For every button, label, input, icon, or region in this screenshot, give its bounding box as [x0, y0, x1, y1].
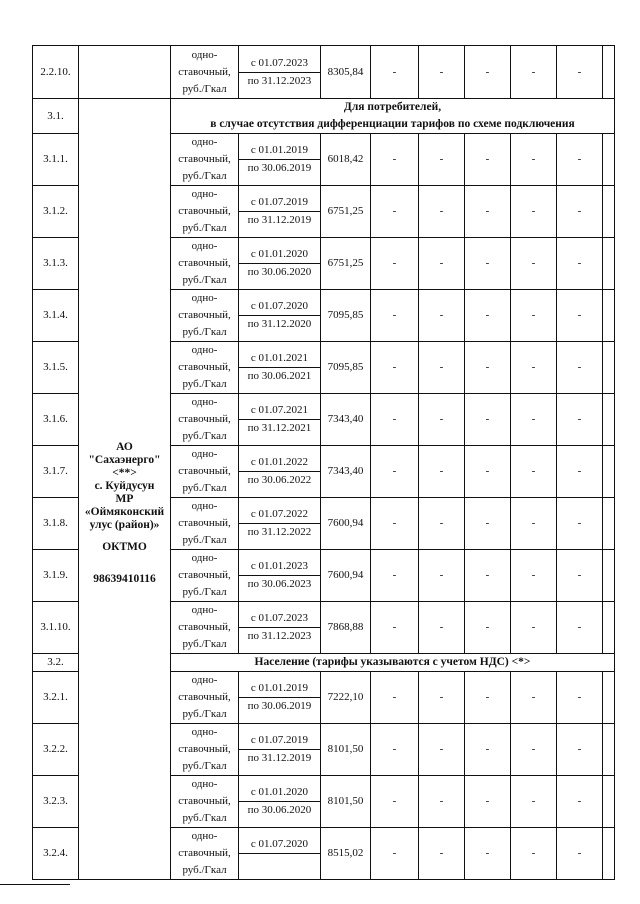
unit-line: руб./Гкал — [182, 586, 227, 598]
unit-line: одно- — [191, 830, 218, 842]
tariff-value: 6751,25 — [321, 186, 371, 238]
organization-line: с. Куйдусун — [94, 480, 155, 492]
empty-value-cell: - — [557, 394, 603, 446]
period-cell — [239, 828, 321, 880]
empty-value-cell: - — [371, 394, 419, 446]
period-from: с 01.07.2020 — [239, 836, 320, 854]
edge-cell — [603, 290, 615, 342]
period-from: с 01.01.2022 — [239, 454, 320, 472]
empty-value-cell: - — [511, 828, 557, 880]
empty-value-cell: - — [419, 342, 465, 394]
empty-value-cell: - — [419, 238, 465, 290]
section-title-3-2: Население (тарифы указываются с учетом НДС) <*> — [171, 654, 615, 672]
tariff-value: 7222,10 — [321, 672, 371, 724]
unit-line: одно- — [191, 136, 218, 148]
tariff-value: 8515,02 — [321, 828, 371, 880]
section-heading-row — [33, 99, 615, 134]
empty-value-cell: - — [371, 498, 419, 550]
unit-line: руб./Гкал — [182, 170, 227, 182]
unit-line: ставочный, — [178, 309, 231, 321]
empty-value-cell: - — [557, 724, 603, 776]
period-from: с 01.07.2020 — [239, 298, 320, 316]
edge-cell — [603, 446, 615, 498]
period-to: по 30.06.2021 — [247, 370, 312, 382]
empty-value-cell: - — [419, 46, 465, 99]
period-cell — [239, 776, 321, 828]
period-cell — [239, 498, 321, 550]
empty-value-cell: - — [465, 290, 511, 342]
unit-line: одно- — [191, 48, 218, 61]
empty-value-cell: - — [511, 46, 557, 99]
section-title-line: в случае отсутствия дифференциации тарифов по схеме подключения — [210, 118, 575, 130]
period-cell — [239, 602, 321, 654]
period-to: по 31.12.2019 — [247, 214, 312, 226]
empty-value-cell: - — [419, 134, 465, 186]
row-number: 3.1. — [33, 99, 79, 134]
unit-cell — [171, 290, 239, 342]
empty-value-cell: - — [511, 498, 557, 550]
edge-cell — [603, 342, 615, 394]
footnote-separator — [0, 884, 70, 885]
empty-value-cell: - — [511, 186, 557, 238]
organization-line: «Оймяконский — [84, 506, 165, 518]
row-number: 3.1.7. — [33, 446, 79, 498]
empty-value-cell: - — [557, 828, 603, 880]
tariff-value: 7095,85 — [321, 290, 371, 342]
row-number: 2.2.10. — [33, 46, 79, 99]
unit-cell — [171, 134, 239, 186]
unit-line: ставочный, — [178, 795, 231, 807]
period-from: с 01.01.2019 — [239, 142, 320, 160]
unit-line: ставочный, — [178, 569, 231, 581]
edge-cell — [603, 828, 615, 880]
period-cell — [239, 290, 321, 342]
row-number: 3.2. — [33, 654, 79, 672]
row-number: 3.1.8. — [33, 498, 79, 550]
tariff-value: 7600,94 — [321, 550, 371, 602]
empty-value-cell: - — [511, 776, 557, 828]
empty-value-cell: - — [419, 550, 465, 602]
empty-value-cell: - — [465, 672, 511, 724]
tariff-value: 6018,42 — [321, 134, 371, 186]
empty-value-cell: - — [465, 498, 511, 550]
period-from: с 01.01.2019 — [239, 680, 320, 698]
edge-cell — [603, 498, 615, 550]
period-to: по 31.12.2020 — [247, 318, 312, 330]
empty-value-cell: - — [511, 290, 557, 342]
row-number: 3.1.9. — [33, 550, 79, 602]
unit-cell — [171, 776, 239, 828]
unit-cell — [171, 672, 239, 724]
empty-value-cell: - — [557, 46, 603, 99]
tariff-value: 7343,40 — [321, 394, 371, 446]
empty-value-cell: - — [371, 602, 419, 654]
row-number: 3.1.3. — [33, 238, 79, 290]
unit-line: ставочный, — [178, 413, 231, 425]
unit-cell — [171, 498, 239, 550]
empty-value-cell: - — [465, 776, 511, 828]
edge-cell — [603, 550, 615, 602]
tariff-value: 8101,50 — [321, 776, 371, 828]
tariff-value: 8305,84 — [321, 46, 371, 99]
period-from: с 01.07.2022 — [239, 506, 320, 524]
empty-value-cell: - — [419, 602, 465, 654]
period-to: по 30.06.2020 — [247, 804, 312, 816]
empty-value-cell: - — [557, 290, 603, 342]
empty-value-cell: - — [557, 446, 603, 498]
empty-value-cell: - — [465, 724, 511, 776]
empty-value-cell: - — [557, 498, 603, 550]
empty-value-cell: - — [465, 446, 511, 498]
empty-value-cell: - — [557, 342, 603, 394]
period-cell — [239, 238, 321, 290]
unit-line: одно- — [191, 396, 218, 408]
empty-value-cell: - — [371, 186, 419, 238]
row-number: 3.2.2. — [33, 724, 79, 776]
empty-value-cell: - — [419, 394, 465, 446]
period-to: по 31.12.2022 — [247, 526, 312, 538]
row-number: 3.1.2. — [33, 186, 79, 238]
empty-value-cell: - — [557, 776, 603, 828]
empty-value-cell: - — [557, 550, 603, 602]
period-to: по 30.06.2019 — [247, 162, 312, 174]
period-cell — [239, 724, 321, 776]
organization-cell — [79, 99, 171, 880]
unit-line: одно- — [191, 188, 218, 200]
period-cell — [239, 46, 321, 99]
edge-cell — [603, 602, 615, 654]
unit-line: ставочный, — [178, 621, 231, 633]
empty-value-cell: - — [465, 394, 511, 446]
period-to: по 31.12.2021 — [247, 422, 312, 434]
period-from: с 01.01.2023 — [239, 558, 320, 576]
empty-value-cell: - — [511, 238, 557, 290]
empty-value-cell: - — [465, 238, 511, 290]
empty-value-cell: - — [419, 724, 465, 776]
empty-value-cell: - — [371, 342, 419, 394]
empty-value-cell: - — [371, 446, 419, 498]
section-title-3-1 — [171, 99, 615, 134]
period-cell — [239, 342, 321, 394]
tariff-value: 7095,85 — [321, 342, 371, 394]
empty-value-cell: - — [419, 290, 465, 342]
section-title-line: Для потребителей, — [343, 101, 442, 113]
row-number: 3.1.6. — [33, 394, 79, 446]
empty-value-cell: - — [419, 446, 465, 498]
empty-value-cell: - — [465, 602, 511, 654]
empty-value-cell: - — [371, 550, 419, 602]
unit-line: ставочный, — [178, 361, 231, 373]
period-from: с 01.07.2023 — [239, 610, 320, 628]
empty-value-cell: - — [371, 238, 419, 290]
empty-value-cell: - — [419, 828, 465, 880]
period-from: с 01.07.2023 — [239, 55, 320, 73]
tariff-row — [33, 46, 615, 99]
empty-value-cell: - — [511, 134, 557, 186]
row-number: 3.1.5. — [33, 342, 79, 394]
period-cell — [239, 394, 321, 446]
period-from: с 01.01.2021 — [239, 350, 320, 368]
unit-line: ставочный, — [178, 257, 231, 269]
period-cell — [239, 550, 321, 602]
unit-cell — [171, 828, 239, 880]
unit-cell — [171, 46, 239, 99]
period-from: с 01.07.2019 — [239, 194, 320, 212]
row-number: 3.1.4. — [33, 290, 79, 342]
empty-value-cell: - — [511, 394, 557, 446]
period-from: с 01.01.2020 — [239, 784, 320, 802]
org-cell-previous — [79, 46, 171, 99]
period-to: по 31.12.2023 — [247, 630, 312, 642]
empty-value-cell: - — [465, 828, 511, 880]
unit-cell — [171, 724, 239, 776]
unit-line: руб./Гкал — [182, 378, 227, 390]
unit-line: руб./Гкал — [182, 82, 227, 95]
period-from: с 01.07.2021 — [239, 402, 320, 420]
empty-value-cell: - — [511, 342, 557, 394]
edge-cell — [603, 672, 615, 724]
unit-line: одно- — [191, 604, 218, 616]
row-number: 3.1.10. — [33, 602, 79, 654]
empty-value-cell: - — [371, 134, 419, 186]
unit-line: одно- — [191, 292, 218, 304]
empty-value-cell: - — [371, 828, 419, 880]
unit-line: ставочный, — [178, 691, 231, 703]
empty-value-cell: - — [557, 238, 603, 290]
unit-line: одно- — [191, 344, 218, 356]
edge-cell — [603, 134, 615, 186]
empty-value-cell: - — [371, 724, 419, 776]
edge-cell — [603, 776, 615, 828]
empty-value-cell: - — [511, 550, 557, 602]
unit-line: ставочный, — [178, 847, 231, 859]
period-to — [239, 854, 320, 871]
unit-line: одно- — [191, 240, 218, 252]
empty-value-cell: - — [371, 46, 419, 99]
empty-value-cell: - — [419, 672, 465, 724]
unit-line: одно- — [191, 448, 218, 460]
edge-cell — [603, 724, 615, 776]
empty-value-cell: - — [557, 134, 603, 186]
period-from: с 01.07.2019 — [239, 732, 320, 750]
oktmo-code: 98639410116 — [93, 573, 156, 585]
empty-value-cell: - — [557, 602, 603, 654]
unit-line: ставочный, — [178, 153, 231, 165]
empty-value-cell: - — [511, 724, 557, 776]
period-to: по 31.12.2023 — [247, 74, 312, 87]
unit-line: руб./Гкал — [182, 708, 227, 720]
unit-line: руб./Гкал — [182, 638, 227, 650]
unit-line: одно- — [191, 552, 218, 564]
row-number: 3.1.1. — [33, 134, 79, 186]
unit-line: ставочный, — [178, 205, 231, 217]
empty-value-cell: - — [465, 550, 511, 602]
unit-line: руб./Гкал — [182, 812, 227, 824]
empty-value-cell: - — [465, 342, 511, 394]
unit-cell — [171, 602, 239, 654]
period-cell — [239, 134, 321, 186]
unit-line: ставочный, — [178, 517, 231, 529]
period-cell — [239, 186, 321, 238]
unit-line: одно- — [191, 726, 218, 738]
empty-value-cell: - — [557, 186, 603, 238]
edge-cell — [603, 394, 615, 446]
tariff-value: 6751,25 — [321, 238, 371, 290]
period-to: по 30.06.2023 — [247, 578, 312, 590]
edge-cell — [603, 186, 615, 238]
unit-line: руб./Гкал — [182, 326, 227, 338]
unit-line: руб./Гкал — [182, 430, 227, 442]
unit-cell — [171, 238, 239, 290]
period-to: по 30.06.2019 — [247, 700, 312, 712]
period-cell — [239, 446, 321, 498]
unit-cell — [171, 186, 239, 238]
edge-cell — [603, 46, 615, 99]
organization-line: МР — [115, 493, 134, 505]
empty-value-cell: - — [511, 602, 557, 654]
unit-line: ставочный, — [178, 65, 231, 78]
empty-value-cell: - — [371, 776, 419, 828]
tariff-value: 7868,88 — [321, 602, 371, 654]
period-from: с 01.01.2020 — [239, 246, 320, 264]
empty-value-cell: - — [419, 186, 465, 238]
empty-value-cell: - — [465, 134, 511, 186]
tariff-value: 7343,40 — [321, 446, 371, 498]
organization-line: "Сахаэнерго" — [88, 454, 161, 466]
unit-cell — [171, 394, 239, 446]
organization-line: улус (район)» — [89, 519, 160, 531]
unit-line: руб./Гкал — [182, 534, 227, 546]
unit-line: руб./Гкал — [182, 864, 227, 876]
tariff-value: 7600,94 — [321, 498, 371, 550]
tariff-table — [32, 45, 615, 880]
empty-value-cell: - — [511, 446, 557, 498]
organization-line: <**> — [112, 467, 137, 479]
empty-value-cell: - — [371, 672, 419, 724]
period-to: по 30.06.2020 — [247, 266, 312, 278]
empty-value-cell: - — [419, 498, 465, 550]
org-spacer — [79, 99, 170, 441]
organization-line: АО — [116, 441, 133, 453]
row-number: 3.2.1. — [33, 672, 79, 724]
unit-line: ставочный, — [178, 743, 231, 755]
unit-line: одно- — [191, 674, 218, 686]
unit-line: руб./Гкал — [182, 760, 227, 772]
unit-line: ставочный, — [178, 465, 231, 477]
unit-line: руб./Гкал — [182, 274, 227, 286]
empty-value-cell: - — [511, 672, 557, 724]
empty-value-cell: - — [557, 672, 603, 724]
oktmo-label: ОКТМО — [102, 541, 147, 553]
edge-cell — [603, 238, 615, 290]
unit-line: одно- — [191, 778, 218, 790]
unit-line: руб./Гкал — [182, 222, 227, 234]
tariff-value: 8101,50 — [321, 724, 371, 776]
period-to: по 30.06.2022 — [247, 474, 312, 486]
empty-value-cell: - — [465, 186, 511, 238]
unit-cell — [171, 446, 239, 498]
period-to: по 31.12.2019 — [247, 752, 312, 764]
empty-value-cell: - — [371, 290, 419, 342]
unit-cell — [171, 342, 239, 394]
empty-value-cell: - — [419, 776, 465, 828]
period-cell — [239, 672, 321, 724]
empty-value-cell: - — [465, 46, 511, 99]
unit-line: одно- — [191, 500, 218, 512]
unit-line: руб./Гкал — [182, 482, 227, 494]
unit-cell — [171, 550, 239, 602]
row-number: 3.2.4. — [33, 828, 79, 880]
row-number: 3.2.3. — [33, 776, 79, 828]
